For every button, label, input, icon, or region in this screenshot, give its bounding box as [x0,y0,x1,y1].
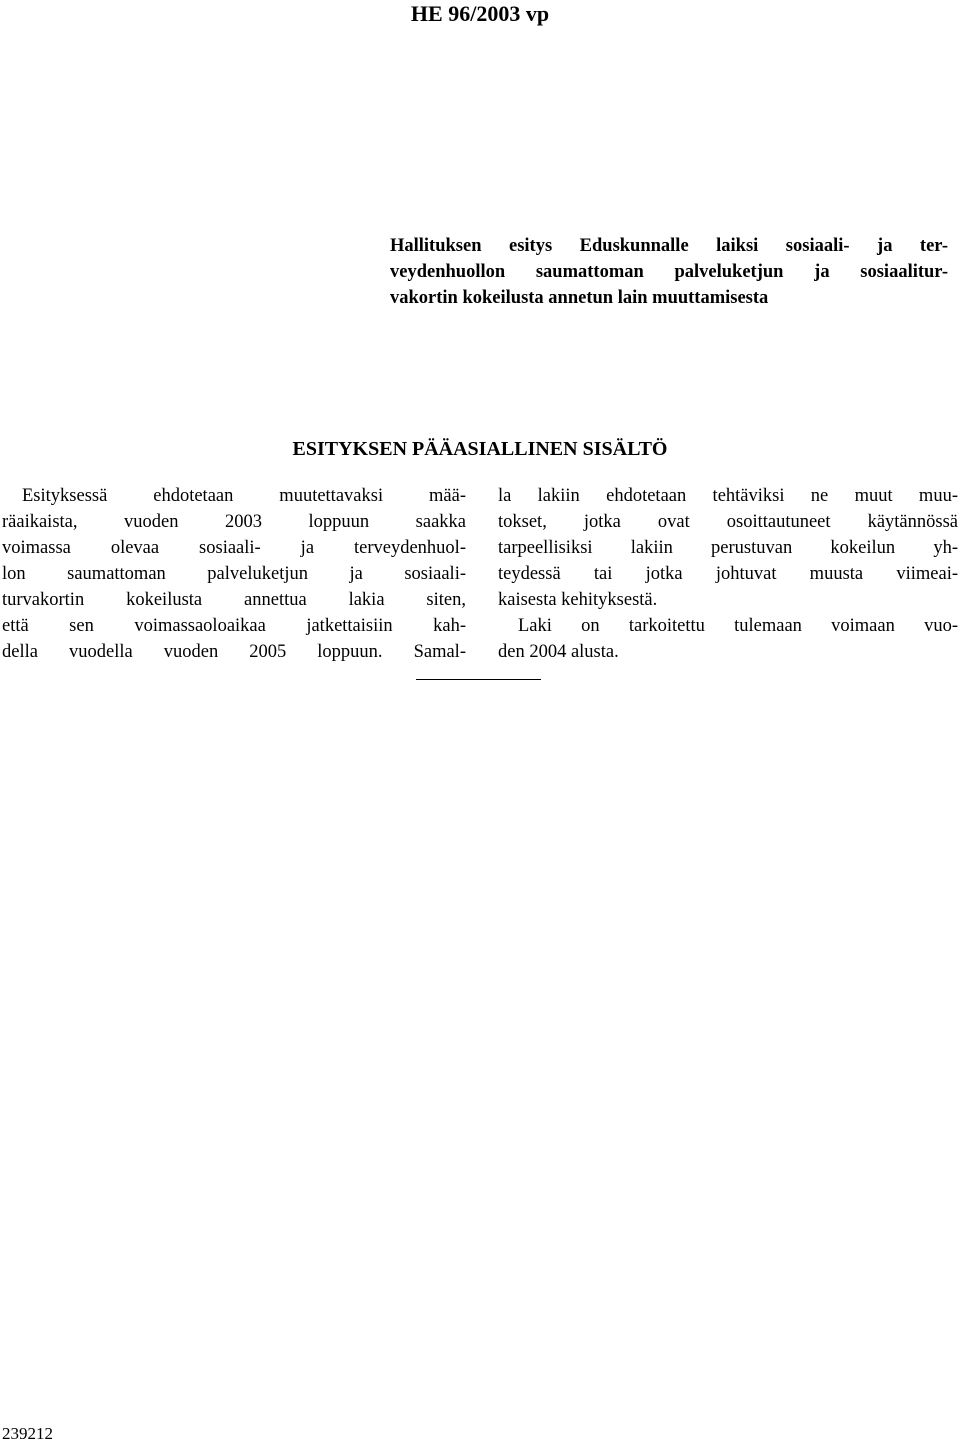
summary-line: teydessä tai jotka johtuvat muusta viimeai- [498,564,958,584]
summary-line: della vuodella vuoden 2005 loppuun. Samal- [2,642,466,662]
summary-line: voimassa olevaa sosiaali- ja terveydenhuol- [2,538,466,558]
separator-rule [416,679,541,680]
summary-line: turvakortin kokeilusta annettua lakia siten, [2,590,466,610]
summary-line: kaisesta kehityksestä. [498,590,658,610]
summary-line: tokset, jotka ovat osoittautuneet käytännössä [498,512,958,532]
summary-line: lon saumattoman palveluketjun ja sosiaali- [2,564,466,584]
summary-line: että sen voimassaoloaikaa jatkettaisiin kah- [2,616,466,636]
section-heading: ESITYKSEN PÄÄASIALLINEN SISÄLTÖ [292,438,668,460]
title-line: Hallituksen esitys Eduskunnalle laiksi sosiaali- ja ter- [390,236,948,256]
title-line: veydenhuollon saumattoman palveluketjun ja sosiaalitur- [390,262,948,282]
title-line: vakortin kokeilusta annetun lain muuttamisesta [390,288,769,308]
summary-line: Esityksessä ehdotetaan muutettavaksi mää- [22,486,466,506]
summary-right-column [498,483,958,665]
summary-line: räaikaista, vuoden 2003 loppuun saakka [2,512,466,532]
summary-line: la lakiin ehdotetaan tehtäviksi ne muut muu- [498,486,958,506]
summary-line: tarpeellisiksi lakiin perustuvan kokeilun yh- [498,538,958,558]
summary-line: den 2004 alusta. [498,642,619,662]
page-code: 239212 [2,1424,53,1443]
proposal-title [390,233,948,311]
summary-left-column [2,483,466,665]
document-id: HE 96/2003 vp [410,1,550,26]
summary-line: Laki on tarkoitettu tulemaan voimaan vuo- [518,616,958,636]
